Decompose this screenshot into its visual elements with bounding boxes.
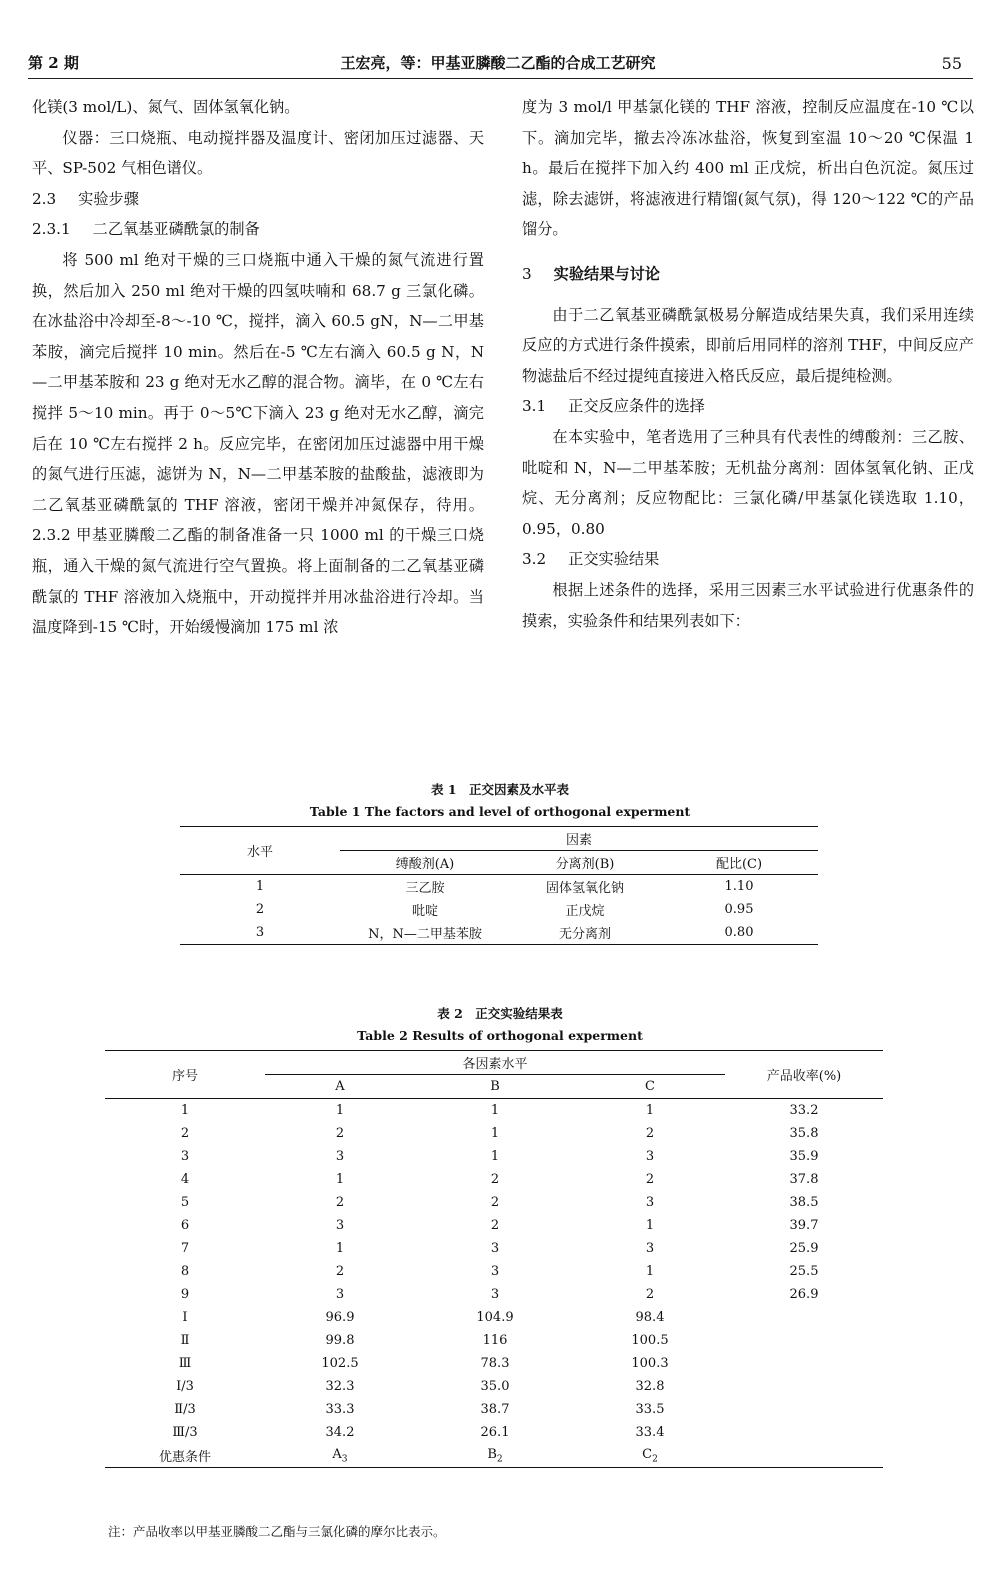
- table-cell: 78.3: [480, 1356, 510, 1371]
- section-heading: [32, 184, 484, 215]
- page-number: 55: [941, 54, 962, 73]
- table2-header-levels: 各因素水平: [265, 1051, 725, 1075]
- table-cell: Ⅱ/3: [174, 1402, 196, 1417]
- table-cell: 100.3: [631, 1356, 669, 1371]
- table-cell: 2: [490, 1172, 500, 1187]
- section-title: 实验步骤: [78, 189, 139, 208]
- table-row: [105, 1145, 883, 1168]
- section-number: 3.1: [522, 397, 547, 416]
- table-row: [105, 1122, 883, 1145]
- table-row: [180, 875, 818, 899]
- running-title: 王宏亮，等：甲基亚膦酸二乙酯的合成工艺研究: [340, 54, 656, 72]
- table-cell: 33.3: [325, 1402, 355, 1417]
- table-cell: Ⅲ/3: [172, 1425, 198, 1440]
- table2-header-yield: 产品收率(%): [766, 1069, 842, 1084]
- section-heading: [522, 259, 974, 290]
- paragraph: 由于二乙氧基亚磷酰氯极易分解造成结果失真，我们采用连续反应的方式进行条件摸索，即前后用同样的溶剂 THF，中间反应产物滤盐后不经过提纯直接进入格氏反应，最后提纯检测。: [522, 305, 974, 385]
- table-cell: 4: [180, 1172, 190, 1187]
- paragraph: 度为 3 mol/l 甲基氯化镁的 THF 溶液，控制反应温度在-10 ℃以下。滴加完毕，撤去冷冻冰盐浴，恢复到室温 10～20 ℃保温 1 h。最后在搅拌下加入约 400 ml 正戊烷，析出白色沉淀。氮压过滤，除去滤饼，将滤液进行精馏(氮气氛)，得 120～122 ℃的产品馏分。: [522, 98, 974, 239]
- table-cell: 3: [255, 925, 265, 940]
- table-cell: 100.5: [631, 1333, 669, 1348]
- table-cell: 5: [180, 1195, 190, 1210]
- table-cell: 2: [645, 1172, 655, 1187]
- table-cell: [725, 1352, 883, 1375]
- table-cell: 33.4: [635, 1425, 665, 1440]
- table2-opt-label: 优惠条件: [158, 1450, 211, 1465]
- table-row: [105, 1283, 883, 1306]
- table-cell: 1: [335, 1103, 345, 1118]
- table-cell: 26.9: [789, 1287, 819, 1302]
- table-cell: 吡啶: [411, 904, 438, 919]
- section-title: 二乙氧基亚磷酰氯的制备: [92, 220, 260, 239]
- section-title: 实验结果与讨论: [553, 264, 660, 283]
- table-row: [105, 1191, 883, 1214]
- table-cell: 3: [645, 1241, 655, 1256]
- table-cell: Ⅲ: [178, 1356, 192, 1371]
- table-row: [105, 1375, 883, 1398]
- table-row: [105, 1237, 883, 1260]
- table-cell: 33.2: [789, 1103, 819, 1118]
- issue-number: 第 2 期: [28, 54, 79, 72]
- table-cell: 2: [490, 1195, 500, 1210]
- table-cell: Ⅰ/3: [176, 1379, 194, 1394]
- table-cell: Ⅱ: [180, 1333, 190, 1348]
- table-cell: 25.5: [789, 1264, 819, 1279]
- table-cell: Ⅰ: [182, 1310, 188, 1325]
- right-column: [522, 92, 974, 636]
- subsection-heading: [32, 214, 484, 245]
- table-row: [105, 1352, 883, 1375]
- table-cell: 1: [490, 1103, 500, 1118]
- table-cell: 1: [255, 879, 265, 894]
- table-cell: 2: [645, 1287, 655, 1302]
- table-cell: 2: [335, 1264, 345, 1279]
- table-cell: 3: [645, 1149, 655, 1164]
- table-row: [105, 1444, 883, 1468]
- table2-opt-a: $A_3$: [332, 1446, 348, 1465]
- table-cell: 35.0: [480, 1379, 510, 1394]
- table2-header-c: C: [645, 1079, 655, 1094]
- table-cell: 6: [180, 1218, 190, 1233]
- table-cell: 无分离剂: [558, 927, 611, 942]
- table-cell: 0.80: [724, 925, 754, 940]
- table1: [180, 826, 818, 945]
- paragraph: 仪器：三口烧瓶、电动搅拌器及温度计、密闭加压过滤器、天平、SP-502 气相色谱仪。: [32, 128, 484, 178]
- table-cell: 1: [645, 1103, 655, 1118]
- table-cell: 2: [180, 1126, 190, 1141]
- table2-caption-en: Table 2 Results of orthogonal experment: [357, 1028, 643, 1043]
- table2-opt-b: $B_2$: [487, 1446, 503, 1465]
- table1-header-b: 分离剂(B): [555, 857, 615, 872]
- table-cell: N，N—二甲基苯胺: [368, 927, 482, 942]
- table-row: [105, 1260, 883, 1283]
- table1-header-a: 缚酸剂(A): [395, 857, 455, 872]
- paragraph: 在本实验中，笔者选用了三种具有代表性的缚酸剂：三乙胺、吡啶和 N，N—二甲基苯胺；无机盐分离剂：固体氢氧化钠、正戊烷、无分离剂；反应物配比：三氯化磷/甲基氯化镁选取 1.10，0.95，0.80: [522, 427, 974, 538]
- running-header: [28, 52, 968, 76]
- table-cell: 1.10: [724, 879, 754, 894]
- table2: [105, 1050, 883, 1468]
- table-cell: 3: [180, 1149, 190, 1164]
- table-cell: 104.9: [476, 1310, 514, 1325]
- table-cell: 3: [490, 1287, 500, 1302]
- table-cell: 2: [255, 902, 265, 917]
- table2-header-no: 序号: [171, 1069, 198, 1084]
- table-row: [180, 898, 818, 921]
- table-cell: 1: [335, 1241, 345, 1256]
- table2-header-a: A: [335, 1079, 345, 1094]
- table-cell: [725, 1421, 883, 1444]
- table1-header-factor: 因素: [340, 827, 818, 851]
- table-cell: [725, 1329, 883, 1352]
- section-title: 正交反应条件的选择: [568, 397, 705, 416]
- table2-header-b: B: [490, 1079, 500, 1094]
- table-row: [180, 921, 818, 945]
- table-cell: 34.2: [325, 1425, 355, 1440]
- table-cell: 3: [490, 1241, 500, 1256]
- table-cell: [725, 1375, 883, 1398]
- table-cell: 3: [645, 1195, 655, 1210]
- paragraph: 化镁(3 mol/L)、氮气、固体氢氧化钠。: [32, 98, 300, 116]
- table-cell: 1: [645, 1218, 655, 1233]
- table-cell: 39.7: [789, 1218, 819, 1233]
- table-cell: 32.3: [325, 1379, 355, 1394]
- table-cell: 1: [490, 1149, 500, 1164]
- table-row: [105, 1099, 883, 1123]
- table-cell: 116: [482, 1333, 508, 1348]
- table-cell: [725, 1398, 883, 1421]
- table1-header-level: 水平: [246, 845, 273, 860]
- table1-header-c: 配比(C): [715, 857, 763, 872]
- table-cell: 35.9: [789, 1149, 819, 1164]
- table-cell: 正戊烷: [565, 904, 605, 919]
- table-cell: 8: [180, 1264, 190, 1279]
- table-row: [105, 1306, 883, 1329]
- subsection-heading: [522, 391, 974, 422]
- table-cell: 35.8: [789, 1126, 819, 1141]
- table-cell: [725, 1444, 883, 1468]
- table-note: 注：产品收率以甲基亚膦酸二乙酯与三氯化磷的摩尔比表示。: [108, 1524, 446, 1539]
- table-cell: 3: [490, 1264, 500, 1279]
- section-number: 2.3: [32, 189, 57, 208]
- table-cell: 3: [335, 1149, 345, 1164]
- table-cell: 三乙胺: [405, 881, 445, 896]
- table-cell: 98.4: [635, 1310, 665, 1325]
- table-cell: 2: [335, 1195, 345, 1210]
- table1-caption-cn: 表 1 正交因素及水平表: [430, 782, 570, 797]
- section-number: 2.3.1: [32, 220, 71, 239]
- table-cell: 3: [335, 1218, 345, 1233]
- paragraph: 将 500 ml 绝对干燥的三口烧瓶中通入干燥的氮气流进行置换，然后加入 250 ml 绝对干燥的四氢呋喃和 68.7 g 三氯化磷。在冰盐浴中冷却至-8～-10 ℃，搅拌，滴入 60.5 gN，N—二甲基苯胺，滴完后搅拌 10 min。然后在-5 ℃左右滴入 60.5 g N，N—二甲基苯胺和 23 g 绝对无水乙醇的混合物。滴毕，在 0 ℃左右搅拌 5～10 min。再于 0～5℃下滴入 23 g 绝对无水乙醇，滴完后在 10 ℃左右搅拌 2 h。反应完毕，在密闭加压过滤器中用干燥的氮气进行压滤，滤饼为 N，N—二甲基苯胺的盐酸盐，滤液即为二乙氧基亚磷酰氯的 THF 溶液，密闭干燥并冲氮保存，待用。2.3.2 甲基亚膦酸二乙酯的制备准备一只 1000 ml 的干燥三口烧瓶，通入干燥的氮气流进行空气置换。将上面制备的二乙氧基亚磷酰氯的 THF 溶液加入烧瓶中，开动搅拌并用冰盐浴进行冷却。当温度降到-15 ℃时，开始缓慢滴加 175 ml 浓: [32, 250, 484, 637]
- table-cell: 38.5: [789, 1195, 819, 1210]
- table-cell: 2: [335, 1126, 345, 1141]
- table-cell: 37.8: [789, 1172, 819, 1187]
- table-cell: 7: [180, 1241, 190, 1256]
- table-cell: 固体氢氧化钠: [545, 881, 624, 896]
- section-title: 正交实验结果: [568, 550, 660, 569]
- table-cell: 33.5: [635, 1402, 665, 1417]
- table-cell: 99.8: [325, 1333, 355, 1348]
- table-cell: 1: [645, 1264, 655, 1279]
- table-cell: 0.95: [724, 902, 754, 917]
- table-cell: 1: [490, 1126, 500, 1141]
- left-column: [32, 92, 484, 643]
- table-row: [105, 1421, 883, 1444]
- table1-caption-en: Table 1 The factors and level of orthogonal experment: [309, 804, 691, 819]
- table-row: [105, 1398, 883, 1421]
- table-cell: 2: [490, 1218, 500, 1233]
- table-row: [105, 1329, 883, 1352]
- table-cell: 26.1: [480, 1425, 510, 1440]
- table-row: [105, 1168, 883, 1191]
- table-cell: 32.8: [635, 1379, 665, 1394]
- table2-opt-c: $C_2$: [642, 1446, 658, 1465]
- table-cell: 25.9: [789, 1241, 819, 1256]
- table2-body: [105, 1099, 883, 1445]
- section-number: 3.2: [522, 550, 547, 569]
- subsection-heading: [522, 544, 974, 575]
- section-number: 3: [522, 264, 532, 283]
- table-cell: 2: [645, 1126, 655, 1141]
- header-rule: [28, 78, 973, 79]
- table-row: [105, 1214, 883, 1237]
- table-cell: 38.7: [480, 1402, 510, 1417]
- table-cell: 1: [335, 1172, 345, 1187]
- table2-caption-cn: 表 2 正交实验结果表: [437, 1006, 563, 1021]
- table-cell: 102.5: [321, 1356, 359, 1371]
- table-cell: [725, 1306, 883, 1329]
- table-cell: 96.9: [325, 1310, 355, 1325]
- table-cell: 1: [180, 1103, 190, 1118]
- table-cell: 9: [180, 1287, 190, 1302]
- paragraph: 根据上述条件的选择，采用三因素三水平试验进行优惠条件的摸索，实验条件和结果列表如下：: [522, 580, 974, 630]
- table-cell: 3: [335, 1287, 345, 1302]
